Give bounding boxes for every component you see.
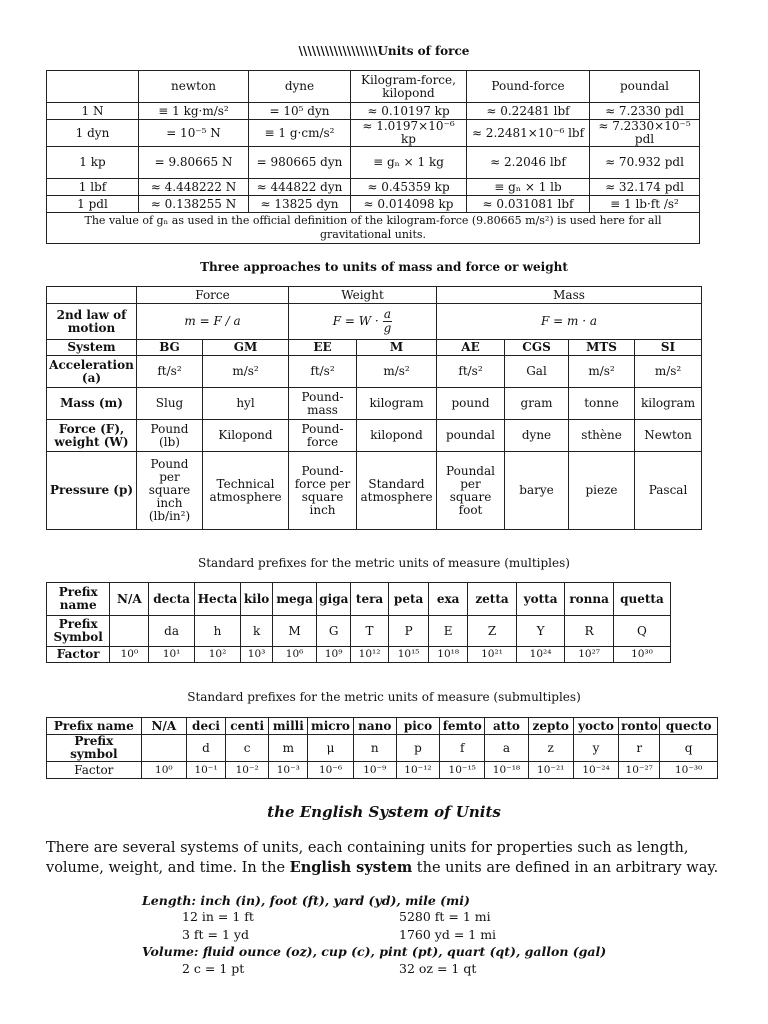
group-force: Force (137, 287, 289, 304)
force-note-row (47, 213, 700, 244)
prefix-factor: 10⁰ (110, 647, 149, 663)
table-cell: ≈ 0.031081 lbf (467, 196, 590, 213)
prefix-symbol: h (194, 616, 240, 647)
prefix-factor: 10⁻¹² (396, 762, 439, 779)
table-cell: gram (505, 388, 569, 420)
row-label: 1 dyn (47, 120, 139, 147)
prefix-symbol: T (351, 616, 389, 647)
prefix-name: zepto (528, 718, 573, 735)
row-label: Prefix name (47, 583, 110, 616)
table-cell: Kilopond (203, 420, 289, 452)
approaches-table (46, 286, 702, 530)
prefix-factor: 10⁻²⁴ (573, 762, 618, 779)
header-pound-force: Pound-force (467, 71, 590, 103)
prefix-symbol: μ (308, 735, 353, 762)
prefix-symbol: d (186, 735, 225, 762)
english-system-paragraph (46, 838, 726, 878)
group-header-row (47, 287, 702, 304)
table-cell: Gal (505, 356, 569, 388)
prefix-factor: 10⁻²⁷ (619, 762, 660, 779)
table-cell: ≈ 0.45359 kp (351, 179, 467, 196)
row-label: Prefix symbol (47, 735, 142, 762)
prefix-factor: 10⁻³⁰ (660, 762, 718, 779)
law-weight-fraction (383, 308, 393, 335)
prefix-symbol: a (485, 735, 528, 762)
header-dyne: dyne (249, 71, 351, 103)
table-cell: ≈ 444822 dyn (249, 179, 351, 196)
law-label: 2nd law of motion (47, 304, 137, 340)
length-units-label: Length: inch (in), foot (ft), yard (yd), mile (mi) (142, 893, 470, 908)
table-row (47, 120, 700, 147)
prefix-factor: 10¹⁸ (429, 647, 468, 663)
table-cell: ft/s² (137, 356, 203, 388)
row-label: 1 lbf (47, 179, 139, 196)
prefix-factor: 10⁻¹ (186, 762, 225, 779)
approaches-title: Three approaches to units of mass and force or weight (200, 260, 568, 274)
table-cell: Pound-force per square inch (289, 452, 357, 530)
table-cell: pieze (569, 452, 635, 530)
row-label: Factor (47, 762, 142, 779)
law-row (47, 304, 702, 340)
prefix-symbol: R (565, 616, 614, 647)
header-kilogram-force: Kilogram-force, kilopond (351, 71, 467, 103)
prefix-name: yocto (573, 718, 618, 735)
table-cell: dyne (505, 420, 569, 452)
prefix-name: micro (308, 718, 353, 735)
table-cell: ft/s² (437, 356, 505, 388)
table-cell: = 10⁵ dyn (249, 103, 351, 120)
prefix-factor: 10⁻¹⁵ (440, 762, 485, 779)
prefix-name: pico (396, 718, 439, 735)
system-cell: BG (137, 340, 203, 356)
prefix-symbol: Y (516, 616, 565, 647)
row-label: Mass (m) (47, 388, 137, 420)
table-cell: ≡ gₙ × 1 lb (467, 179, 590, 196)
prefix-name: quetta (613, 583, 670, 616)
prefix-factor: 10⁹ (317, 647, 351, 663)
prefix-name: mega (272, 583, 316, 616)
row-label: Prefix name (47, 718, 142, 735)
header-poundal: poundal (590, 71, 700, 103)
prefix-symbol: m (269, 735, 308, 762)
table-cell: Pound (lb) (137, 420, 203, 452)
table-row (47, 103, 700, 120)
prefix-symbol (141, 735, 186, 762)
prefix-symbol: z (528, 735, 573, 762)
prefix-symbol: y (573, 735, 618, 762)
group-weight: Weight (289, 287, 437, 304)
prefix-name: yotta (516, 583, 565, 616)
volume-equation: 2 c = 1 pt (182, 961, 245, 976)
table-cell: m/s² (569, 356, 635, 388)
row-label: 1 N (47, 103, 139, 120)
force-table-note: The value of gₙ as used in the official definition of the kilogram-force (9.80665 m/s²) is used here for all gravitational units. (47, 213, 700, 244)
row-label: 1 kp (47, 147, 139, 179)
group-mass: Mass (437, 287, 702, 304)
table-cell: hyl (203, 388, 289, 420)
table-row (47, 196, 700, 213)
length-equation: 3 ft = 1 yd (182, 927, 249, 942)
paragraph-bold-term: English system (289, 859, 413, 876)
table-cell: ≈ 70.932 pdl (590, 147, 700, 179)
prefix-factor: 10⁻⁶ (308, 762, 353, 779)
multiples-table (46, 582, 671, 663)
table-cell: tonne (569, 388, 635, 420)
table-cell: Pascal (635, 452, 702, 530)
table-cell: ft/s² (289, 356, 357, 388)
force-row (47, 420, 702, 452)
submultiples-title: Standard prefixes for the metric units of measure (submultiples) (187, 690, 581, 704)
table-cell: Pound per square inch (lb/in²) (137, 452, 203, 530)
length-equation: 12 in = 1 ft (182, 909, 254, 924)
prefix-symbol: Q (613, 616, 670, 647)
prefix-factor: 10¹ (149, 647, 194, 663)
prefix-symbol: da (149, 616, 194, 647)
prefix-name: tera (351, 583, 389, 616)
row-label: Force (F), weight (W) (47, 420, 137, 452)
prefix-factor: 10⁻² (226, 762, 269, 779)
table-cell: kilopond (357, 420, 437, 452)
prefix-name: centi (226, 718, 269, 735)
table-cell: = 9.80665 N (139, 147, 249, 179)
table-cell: ≡ 1 kg·m/s² (139, 103, 249, 120)
volume-units-label: Volume: fluid ounce (oz), cup (c), pint (pt), quart (qt), gallon (gal) (142, 944, 607, 959)
prefix-symbol: q (660, 735, 718, 762)
table-cell: sthène (569, 420, 635, 452)
paragraph-text-end: the units are defined in an arbitrary way. (412, 860, 719, 876)
prefix-symbol (110, 616, 149, 647)
table-cell: m/s² (357, 356, 437, 388)
table-cell: barye (505, 452, 569, 530)
row-label: Acceleration (a) (47, 356, 137, 388)
prefix-factor: 10² (194, 647, 240, 663)
table-cell: kilogram (357, 388, 437, 420)
prefix-factor: 10¹⁵ (389, 647, 429, 663)
force-units-table (46, 70, 700, 244)
row-label: 1 pdl (47, 196, 139, 213)
prefix-symbol: c (226, 735, 269, 762)
system-cell: M (357, 340, 437, 356)
table-cell: = 10⁻⁵ N (139, 120, 249, 147)
prefix-symbol: n (353, 735, 396, 762)
table-cell: m/s² (635, 356, 702, 388)
prefix-name: ronna (565, 583, 614, 616)
multiples-title: Standard prefixes for the metric units of measure (multiples) (198, 556, 570, 570)
table-cell: ≈ 32.174 pdl (590, 179, 700, 196)
prefix-factor: 10⁻¹⁸ (485, 762, 528, 779)
table-cell: Pound-mass (289, 388, 357, 420)
table-cell: ≈ 0.10197 kp (351, 103, 467, 120)
prefix-factor: 10³⁰ (613, 647, 670, 663)
table-cell: ≡ 1 g·cm/s² (249, 120, 351, 147)
prefix-name: atto (485, 718, 528, 735)
acceleration-row (47, 356, 702, 388)
prefix-name: nano (353, 718, 396, 735)
table-cell: ≡ 1 lb·ft /s² (590, 196, 700, 213)
length-equation: 5280 ft = 1 mi (399, 909, 491, 924)
prefix-factor: 10⁻²¹ (528, 762, 573, 779)
prefix-symbol: P (389, 616, 429, 647)
law-weight-left: F = W · (332, 314, 379, 328)
system-cell: AE (437, 340, 505, 356)
law-weight-formula (289, 304, 437, 340)
table-cell: ≈ 0.014098 kp (351, 196, 467, 213)
table-cell: ≈ 2.2481×10⁻⁶ lbf (467, 120, 590, 147)
prefix-name: N/A (141, 718, 186, 735)
force-units-title: \\\\\\\\\\\\\\\\\\Units of force (298, 44, 470, 58)
prefix-symbol: Z (468, 616, 517, 647)
prefix-factor: 10⁰ (141, 762, 186, 779)
prefix-symbol: p (396, 735, 439, 762)
prefix-symbol: G (317, 616, 351, 647)
prefix-name: kilo (241, 583, 273, 616)
mass-row (47, 388, 702, 420)
prefix-name: exa (429, 583, 468, 616)
row-label: System (47, 340, 137, 356)
table-cell: = 980665 dyn (249, 147, 351, 179)
submultiples-table (46, 717, 718, 779)
fraction-denominator: g (383, 321, 392, 335)
length-equation: 1760 yd = 1 mi (399, 927, 497, 942)
prefix-name: peta (389, 583, 429, 616)
prefix-factor: 10²⁷ (565, 647, 614, 663)
prefix-name: zetta (468, 583, 517, 616)
prefix-name: ronto (619, 718, 660, 735)
table-cell: ≈ 13825 dyn (249, 196, 351, 213)
prefix-name: Hecta (194, 583, 240, 616)
pressure-row (47, 452, 702, 530)
row-label: Prefix Symbol (47, 616, 110, 647)
paragraph-text-start: There are several systems of units, each containing units for properties such as length, volume, weight, and time. In the (46, 840, 689, 876)
table-cell: ≈ 0.22481 lbf (467, 103, 590, 120)
table-row (47, 147, 700, 179)
prefix-name: N/A (110, 583, 149, 616)
prefix-symbol: f (440, 735, 485, 762)
table-cell: Poundal per square foot (437, 452, 505, 530)
system-cell: SI (635, 340, 702, 356)
factor-row (47, 647, 671, 663)
table-cell: poundal (437, 420, 505, 452)
prefix-symbol: r (619, 735, 660, 762)
table-cell: ≡ gₙ × 1 kg (351, 147, 467, 179)
prefix-symbol: k (241, 616, 273, 647)
prefix-factor: 10¹² (351, 647, 389, 663)
prefix-name: giga (317, 583, 351, 616)
prefix-name: decta (149, 583, 194, 616)
volume-equation: 32 oz = 1 qt (399, 961, 477, 976)
english-system-heading: the English System of Units (267, 803, 501, 821)
prefix-name-row (47, 583, 671, 616)
prefix-name: milli (269, 718, 308, 735)
prefix-symbol-row (47, 735, 718, 762)
law-force-formula: m = F / a (137, 304, 289, 340)
table-cell: Newton (635, 420, 702, 452)
fraction-numerator: a (383, 307, 391, 321)
table-cell: ≈ 4.448222 N (139, 179, 249, 196)
prefix-factor: 10⁻⁹ (353, 762, 396, 779)
table-row (47, 179, 700, 196)
prefix-symbol: E (429, 616, 468, 647)
prefix-name-row (47, 718, 718, 735)
force-header-row (47, 71, 700, 103)
table-cell: Standard atmosphere (357, 452, 437, 530)
prefix-name: quecto (660, 718, 718, 735)
system-cell: EE (289, 340, 357, 356)
table-cell: ≈ 2.2046 lbf (467, 147, 590, 179)
table-cell: ≈ 0.138255 N (139, 196, 249, 213)
row-label: Pressure (p) (47, 452, 137, 530)
prefix-factor: 10²⁴ (516, 647, 565, 663)
table-cell: Technical atmosphere (203, 452, 289, 530)
header-empty (47, 71, 139, 103)
prefix-symbol: M (272, 616, 316, 647)
prefix-factor: 10⁻³ (269, 762, 308, 779)
system-row (47, 340, 702, 356)
table-cell: ≈ 1.0197×10⁻⁶ kp (351, 120, 467, 147)
table-cell: Pound-force (289, 420, 357, 452)
prefix-name: femto (440, 718, 485, 735)
prefix-symbol-row (47, 616, 671, 647)
table-cell: Slug (137, 388, 203, 420)
prefix-factor: 10⁶ (272, 647, 316, 663)
system-cell: MTS (569, 340, 635, 356)
prefix-factor: 10²¹ (468, 647, 517, 663)
table-cell: ≈ 7.2330×10⁻⁵ pdl (590, 120, 700, 147)
system-cell: GM (203, 340, 289, 356)
system-cell: CGS (505, 340, 569, 356)
table-cell: pound (437, 388, 505, 420)
prefix-factor: 10³ (241, 647, 273, 663)
factor-row (47, 762, 718, 779)
header-newton: newton (139, 71, 249, 103)
table-cell: ≈ 7.2330 pdl (590, 103, 700, 120)
law-mass-formula: F = m · a (437, 304, 702, 340)
prefix-name: deci (186, 718, 225, 735)
table-cell: kilogram (635, 388, 702, 420)
row-label: Factor (47, 647, 110, 663)
table-cell: m/s² (203, 356, 289, 388)
header-empty (47, 287, 137, 304)
